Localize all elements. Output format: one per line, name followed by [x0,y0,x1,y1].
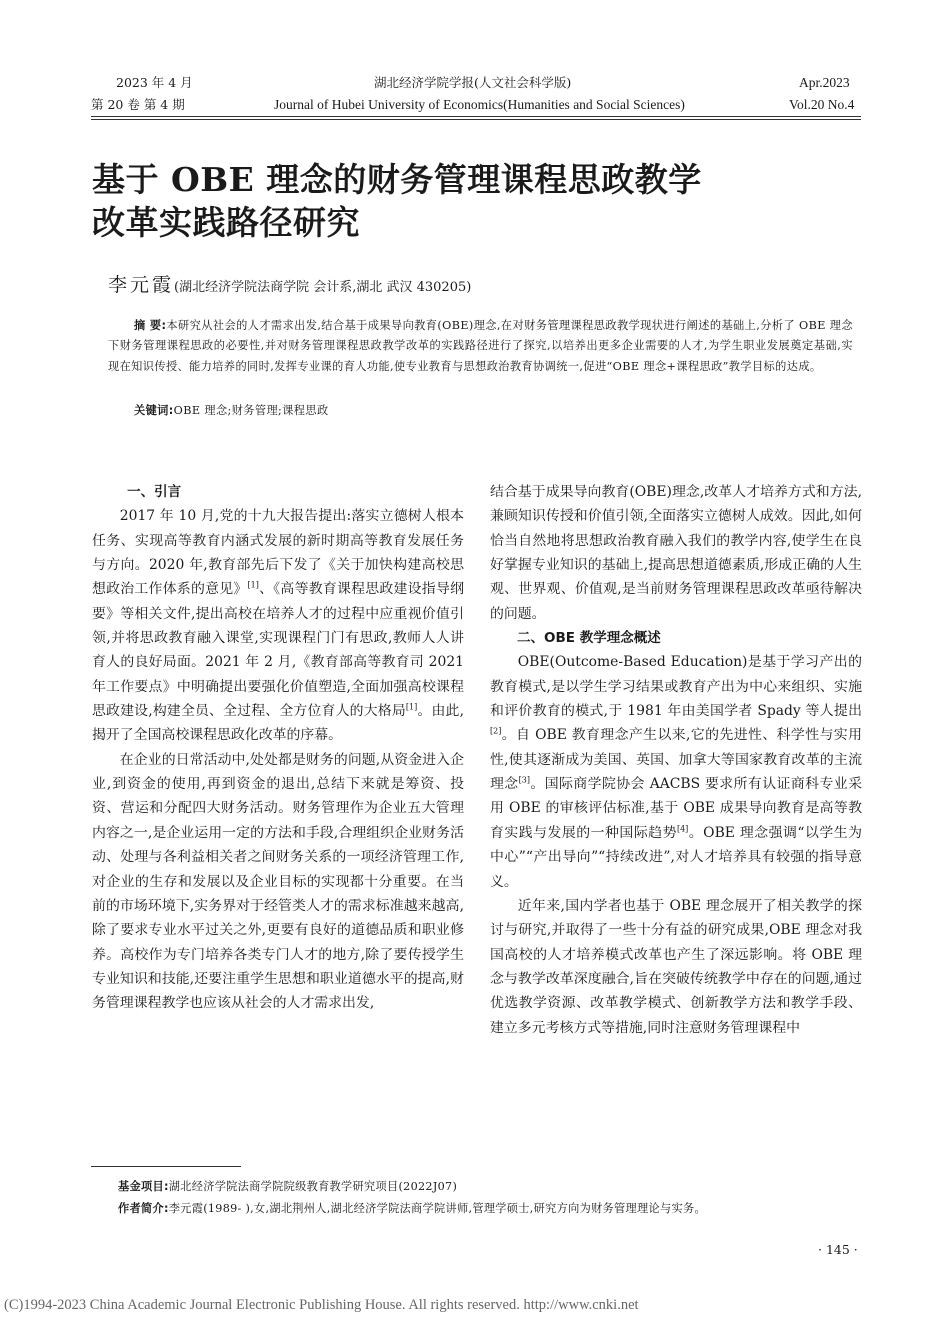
abstract-text: 本研究从社会的人才需求出发,结合基于成果导向教育(OBE)理念,在对财务管理课程思政教学现状进行阐述的基础上,分析了 OBE 理念下财务管理课程思政的必要性,并对财务管理课程思政教学改革的实践路径进行了探究,以培养出更多企业需要的人才,为学生职业发展奠定基础,实现在知识传授、能力培养的同时,发挥专业课的育人功能,使专业教育与思想政治教育协调统一,促进“OBE 理念+课程思政”教学目标的达成。 [108,319,853,373]
header-volume-en: Vol.20 No.4 [789,97,855,112]
citation-ref[interactable]: [2] [490,726,502,736]
fund-label: 基金项目: [118,1180,169,1193]
citation-ref[interactable]: [1] [405,702,418,712]
paragraph: 2017 年 10 月,党的十九大报告提出:落实立德树人根本任务、实现高等教育内涵式发展的新时期高等教育发展任务与方向。2020 年,教育部先后下发了《关于加快构建高校思想政治工作体系的意见》[1]、《高等教育课程思政建设指导纲要》等相关文件,提出高校在培养人才的过程中应重视价值引领,并将思政教育融入课堂,实现课程门门有思政,教师人人讲育人的良好局面。2021 年 2 月,《教育部高等教育司 2021 年工作要点》中明确提出要强化价值塑造,全面加强高校课程思政建设,构建全员、全过程、全方位育人的大格局[1]。由此,揭开了全国高校课程思政化改革的序幕。 [92,508,464,744]
author-name: 李元霞 [108,274,175,296]
copyright-watermark: (C)1994-2023 China Academic Journal Electronic Publishing House. All rights reserved. http://www.cnki.net [4,1297,639,1313]
title-line-1: 基于 OBE 理念的财务管理课程思政教学 [92,160,702,199]
author-bio-label: 作者简介: [118,1202,169,1215]
citation-ref[interactable]: [1] [247,580,259,590]
footnote-fund [118,1178,457,1194]
author-line [108,270,471,297]
keywords-label: 关键词: [134,404,174,417]
abstract [108,316,853,377]
keywords-text: OBE 理念;财务管理;课程思政 [173,404,329,417]
header-date-cn: 2023 年 4 月 [116,75,193,90]
section-heading-obe: 二、OBE 教学理念概述 [517,630,661,647]
header-rule-secondary [91,119,861,120]
keywords [134,402,329,418]
body-left-column [92,480,464,1040]
author-bio-text: 李元霞(1989- ),女,湖北荆州人,湖北经济学院法商学院讲师,管理学硕士,研究方向为财务管理理论与实务。 [168,1202,706,1215]
abstract-label: 摘 要: [134,319,167,332]
header-date-en: Apr.2023 [799,75,850,90]
paper-title [92,158,702,244]
title-line-2: 改革实践路径研究 [92,203,360,242]
paragraph-continued: 结合基于成果导向教育(OBE)理念,改革人才培养方式和方法,兼顾知识传授和价值引领,全面落实立德树人成效。因此,如何恰当自然地将思想政治教育融入我们的教学内容,使学生在良好掌握专业知识的基础上,提高思想道德素质,形成正确的人生观、世界观、价值观,是当前财务管理课程思政改革亟待解决的问题。 [490,484,862,622]
header-rule [91,116,861,117]
header-journal-en: Journal of Hubei University of Economics(Humanities and Social Sciences) [274,97,685,112]
header-volume-cn: 第 20 卷 第 4 期 [91,97,185,112]
paragraph: OBE(Outcome-Based Education)是基于学习产出的教育模式,是以学生学习结果或教育产出为中心来组织、实施和评价教育的模式,于 1981 年由美国学者 Spady 等人提出[2]。自 OBE 教育理念产生以来,它的先进性、科学性与实用性,使其逐渐成为美国、英国、加拿大等国家教育改革的主流理念[3]。国际商学院协会 AACBS 要求所有认证商科专业采用 OBE 的审核评估标准,基于 OBE 成果导向教育是高等教育实践与发展的一种国际趋势[4]。OBE 理念强调“以学生为中心”“产出导向”“持续改进”,对人才培养具有较强的指导意义。 [490,654,862,890]
paragraph: 在企业的日常活动中,处处都是财务的问题,从资金进入企业,到资金的使用,再到资金的退出,总结下来就是筹资、投资、营运和分配四大财务活动。财务管理作为企业五大管理内容之一,是企业运用一定的方法和手段,合理组织企业财务活动、处理与各利益相关者之间财务关系的一项经济管理工作,对企业的生存和发展以及企业目标的实现都十分重要。在当前的市场环境下,实务界对于经管类人才的需求标准越来越高,除了要求专业水平过关之外,更要有良好的道德品质和职业修养。高校作为专门培养各类专门人才的地方,除了要传授学生专业知识和技能,还要注重学生思想和职业道德水平的提高,财务管理课程教学也应该从社会的人才需求出发, [92,751,464,1012]
footnote-rule [91,1166,241,1167]
body-right-column [490,480,862,1100]
citation-ref[interactable]: [4] [676,824,689,834]
citation-ref[interactable]: [3] [518,775,530,785]
author-affiliation: (湖北经济学院法商学院 会计系,湖北 武汉 430205) [174,280,472,295]
fund-text: 湖北经济学院法商学院院级教育教学研究项目(2022J07) [168,1180,458,1193]
header-journal-cn: 湖北经济学院学报(人文社会科学版) [374,75,572,90]
footnote-author [118,1200,706,1216]
page-number: · 145 · [818,1242,858,1257]
section-heading-introduction: 一、引言 [127,484,182,500]
paragraph: 近年来,国内学者也基于 OBE 理念展开了相关教学的探讨与研究,并取得了一些十分有益的研究成果,OBE 理念对我国高校的人才培养模式改革也产生了深远影响。将 OBE 理念与教学改革深度融合,旨在突破传统教学中存在的问题,通过优选教学资源、改革教学模式、创新教学方法和教学手段、建立多元考核方式等措施,同时注意财务管理课程中 [490,897,862,1036]
